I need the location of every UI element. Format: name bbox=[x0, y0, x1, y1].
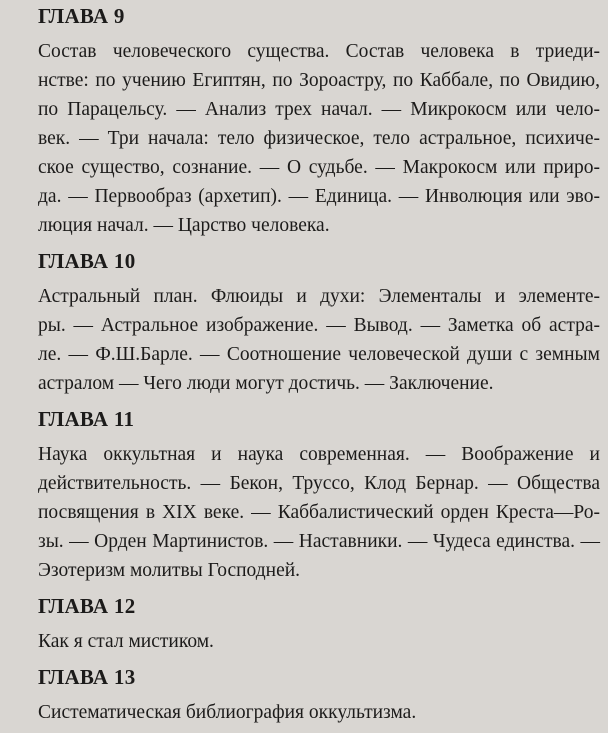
chapter-12-title: ГЛАВА 12 bbox=[38, 594, 136, 618]
text-line: Как я стал мистиком. bbox=[38, 631, 214, 652]
text-line: по Парацельсу. — Анализ трех начал. — Микрокосм или чело- bbox=[38, 99, 600, 120]
chapter-9-title: ГЛАВА 9 bbox=[38, 4, 125, 28]
text-line: ле. — Ф.Ш.Барле. — Соотношение человеческой души с земным bbox=[38, 344, 600, 365]
chapter-10-text bbox=[38, 282, 600, 398]
chapter-13-title: ГЛАВА 13 bbox=[38, 665, 136, 689]
text-line: нстве: по учению Египтян, по Зороастру, по Каббале, по Овидию, bbox=[38, 70, 600, 91]
chapter-13-text bbox=[38, 698, 600, 727]
text-line: ры. — Астральное изображение. — Вывод. — Заметка об астра- bbox=[38, 315, 600, 336]
text-line: Эзотеризм молитвы Господней. bbox=[38, 560, 301, 581]
text-line: посвящения в XIX веке. — Каббалистический орден Креста—Ро- bbox=[38, 502, 600, 523]
text-line: Систематическая библиография оккультизма. bbox=[38, 702, 417, 723]
text-line: действительность. — Бекон, Труссо, Клод Бернар. — Общества bbox=[38, 473, 600, 494]
text-line: зы. — Орден Мартинистов. — Наставники. — Чудеса единства. — bbox=[38, 531, 600, 552]
text-line: век. — Три начала: тело физическое, тело астральное, психиче- bbox=[38, 128, 600, 149]
chapter-11-title: ГЛАВА 11 bbox=[38, 407, 135, 431]
text-line: ское существо, сознание. — О судьбе. — Макрокосм или приро- bbox=[38, 157, 600, 178]
text-line: Наука оккультная и наука современная. — Воображение и bbox=[38, 444, 600, 465]
text-line: Астральный план. Флюиды и духи: Элементалы и элементе- bbox=[38, 286, 600, 307]
text-line: люция начал. — Царство человека. bbox=[38, 215, 330, 236]
text-line: астралом — Чего люди могут достичь. — Заключение. bbox=[38, 373, 494, 394]
chapter-10-title: ГЛАВА 10 bbox=[38, 249, 136, 273]
text-line: да. — Первообраз (архетип). — Единица. — Инволюция или эво- bbox=[38, 186, 600, 207]
chapter-9-text bbox=[38, 37, 600, 240]
chapter-11-text bbox=[38, 440, 600, 585]
chapter-12-text bbox=[38, 627, 600, 656]
text-line: Состав человеческого существа. Состав человека в триеди- bbox=[38, 41, 600, 62]
